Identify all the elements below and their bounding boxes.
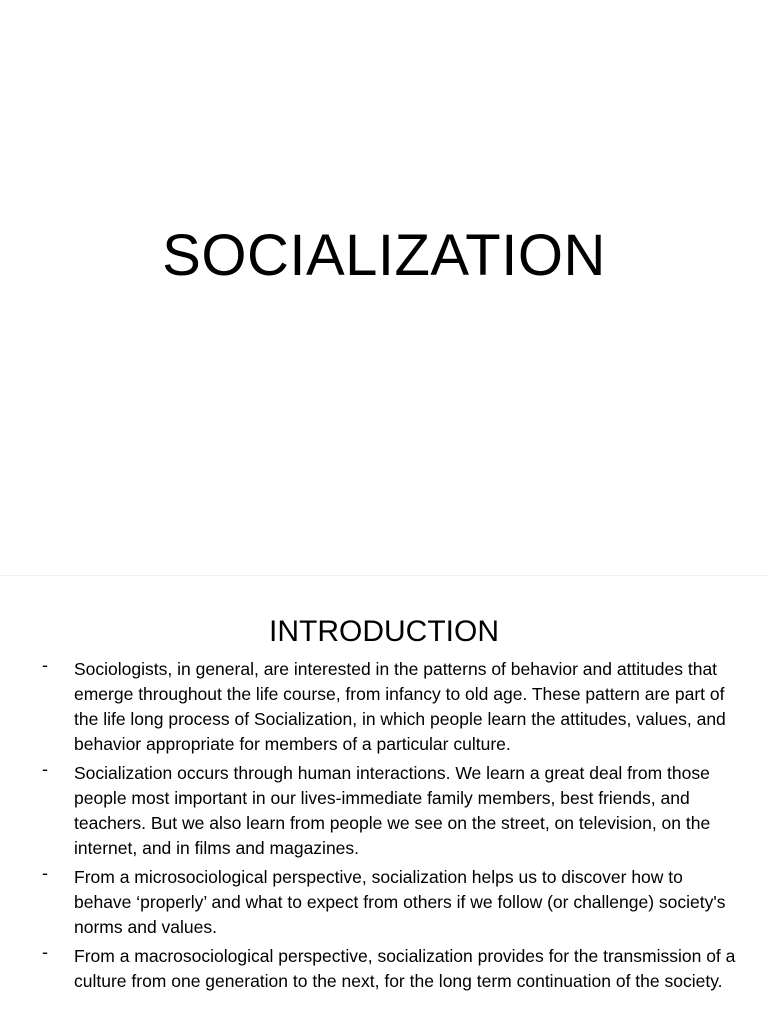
bullet-item: [0, 865, 768, 940]
bullet-text: From a microsociological perspective, socialization helps us to discover how to behave ‘properly’ and what to expect from others if we follow (or challenge) society's norms and values.: [74, 867, 726, 937]
bullet-text: Sociologists, in general, are interested in the patterns of behavior and attitudes that emerge throughout the life course, from infancy to old age. These pattern are part of the life long process of Socialization, in which people learn the attitudes, values, and behavior appropriate for members of a particular culture.: [74, 659, 726, 754]
bullet-item: [0, 657, 768, 757]
bullet-dash-icon: -: [42, 942, 48, 962]
bullet-item: [0, 944, 768, 994]
bullet-item: [0, 761, 768, 861]
bullet-dash-icon: -: [42, 759, 48, 779]
introduction-heading: INTRODUCTION: [269, 615, 499, 648]
bullet-text: Socialization occurs through human interactions. We learn a great deal from those people most important in our lives-immediate family members, best friends, and teachers. But we also learn from people we see on the street, on television, on the internet, and in films and magazines.: [74, 763, 711, 858]
bullet-text: From a macrosociological perspective, socialization provides for the transmission of a culture from one generation to the next, for the long term continuation of the society.: [74, 946, 736, 991]
bullet-dash-icon: -: [42, 655, 48, 675]
slide-title-heading: SOCIALIZATION: [162, 223, 606, 288]
slide-introduction: [0, 576, 768, 1024]
bullet-list: [0, 657, 768, 998]
bullet-dash-icon: -: [42, 863, 48, 883]
